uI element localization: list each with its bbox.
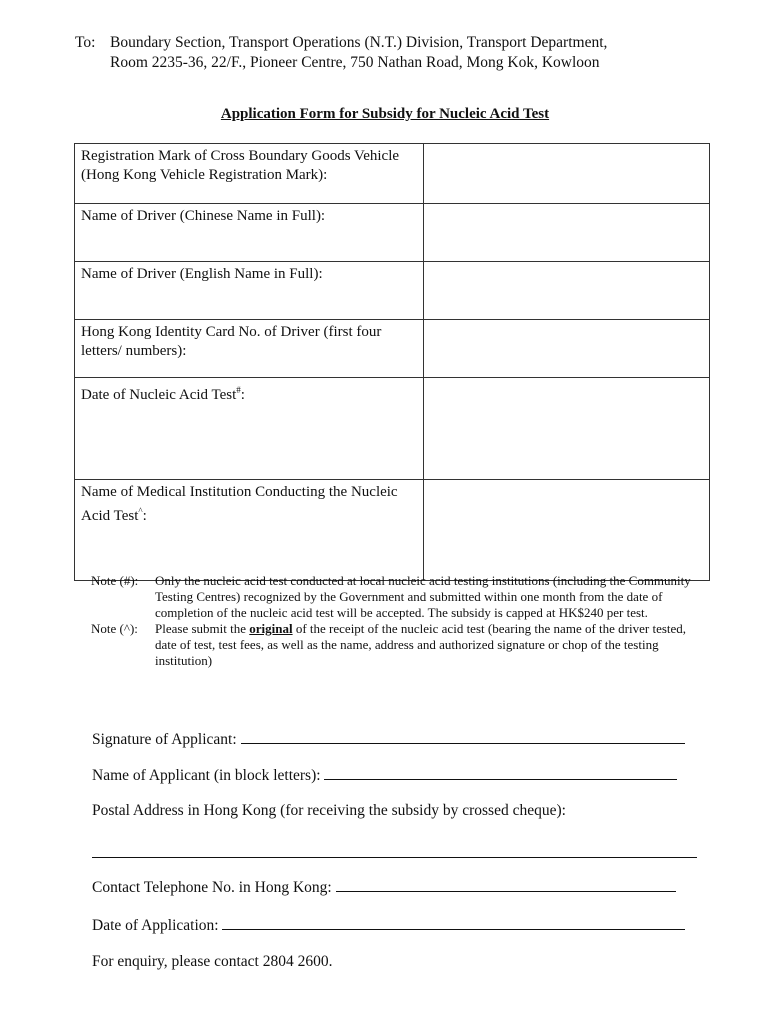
note-caret-emphasis: original: [249, 621, 293, 636]
medical-institution-field[interactable]: [424, 480, 710, 581]
postal-address-label: Postal Address in Hong Kong (for receiving the subsidy by crossed cheque):: [92, 802, 566, 819]
medical-institution-colon: :: [142, 507, 147, 524]
test-date-colon: :: [240, 387, 245, 403]
telephone-label: Contact Telephone No. in Hong Kong:: [92, 879, 332, 896]
signature-line[interactable]: [241, 729, 685, 744]
note-hash-text: Only the nucleic acid test conducted at local nucleic acid testing institutions (including the Community Testing Centres) recognized by the Government and submitted within one month from the date of completion of the nucleic acid test will be accepted. The subsidy is capped at HK$240 per test.: [155, 573, 691, 620]
address-line-1: Boundary Section, Transport Operations (N.T.) Division, Transport Department,: [110, 34, 608, 51]
test-date-label: Date of Nucleic Acid Test: [81, 387, 237, 403]
telephone-line[interactable]: [336, 877, 676, 892]
enquiry-text: For enquiry, please contact 2804 2600.: [92, 953, 333, 970]
table-row: [75, 320, 710, 378]
hash-mark: #: [236, 385, 241, 395]
driver-english-name-field[interactable]: [424, 262, 710, 320]
note-hash: [91, 573, 701, 621]
medical-institution-label-cell: [75, 480, 424, 581]
applicant-name-label: Name of Applicant (in block letters):: [92, 767, 321, 784]
postal-address-line[interactable]: [92, 857, 697, 858]
note-caret: [91, 621, 701, 669]
table-row: [75, 144, 710, 204]
application-date-line[interactable]: [222, 915, 685, 930]
note-caret-text-pre: Please submit the: [155, 621, 246, 636]
test-date-label-cell: [75, 378, 424, 480]
signature-row: [92, 729, 685, 749]
hkid-field[interactable]: [424, 320, 710, 378]
test-date-field[interactable]: [424, 378, 710, 480]
registration-mark-field[interactable]: [424, 144, 710, 204]
address-line-2: Room 2235-36, 22/F., Pioneer Centre, 750 Nathan Road, Mong Kok, Kowloon: [110, 54, 600, 71]
telephone-row: [92, 877, 676, 897]
applicant-name-row: [92, 765, 677, 785]
application-date-label: Date of Application:: [92, 917, 219, 934]
driver-english-name-label: Name of Driver (English Name in Full):: [75, 262, 424, 320]
table-row: [75, 204, 710, 262]
notes-section: [91, 573, 701, 669]
table-row: [75, 262, 710, 320]
registration-mark-label: Registration Mark of Cross Boundary Goods Vehicle (Hong Kong Vehicle Registration Mark):: [75, 144, 424, 204]
caret-mark: ^: [138, 505, 143, 516]
note-caret-label: Note (^):: [91, 621, 138, 636]
note-caret-text-post: of the receipt of the nucleic acid test (bearing the name of the driver tested, date of test, test fees, as well as the name, address and authorized signature or chop of the testing institution): [155, 621, 687, 668]
note-hash-label: Note (#):: [91, 573, 139, 588]
postal-address-row: [92, 802, 566, 820]
application-date-row: [92, 915, 685, 935]
form-title: Application Form for Subsidy for Nucleic Acid Test: [220, 106, 550, 122]
medical-institution-label: Name of Medical Institution Conducting the Nucleic Acid Test: [81, 484, 398, 524]
table-row: [75, 378, 710, 480]
signature-label: Signature of Applicant:: [92, 731, 237, 748]
hkid-label: Hong Kong Identity Card No. of Driver (first four letters/ numbers):: [75, 320, 424, 378]
table-row: [75, 480, 710, 581]
applicant-name-line[interactable]: [324, 765, 677, 780]
driver-chinese-name-label: Name of Driver (Chinese Name in Full):: [75, 204, 424, 262]
to-label: To:: [75, 34, 96, 51]
applicant-details-table: [74, 143, 710, 581]
driver-chinese-name-field[interactable]: [424, 204, 710, 262]
